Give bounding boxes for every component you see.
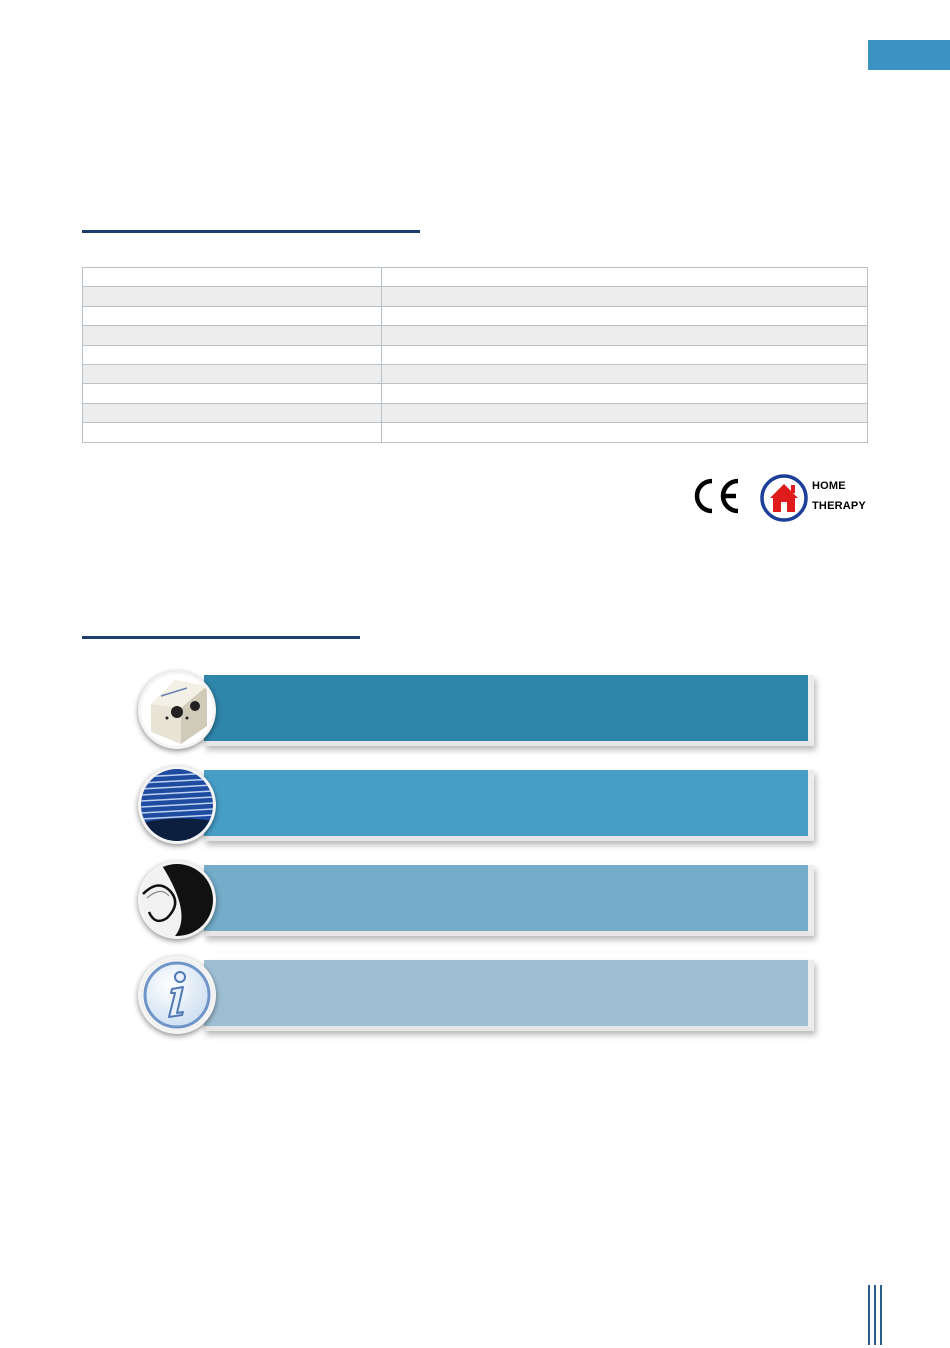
table-cell (382, 403, 868, 422)
ce-mark-icon (690, 476, 744, 516)
certification-logos (690, 472, 870, 528)
table-cell (382, 326, 868, 345)
table-cell (83, 403, 382, 422)
table-cell (382, 268, 868, 287)
control-unit-image (138, 671, 216, 749)
table-cell (83, 268, 382, 287)
table-cell (83, 423, 382, 442)
section-rule-specs (82, 230, 420, 233)
table-cell (382, 306, 868, 325)
table-row (83, 423, 868, 442)
table-row (83, 287, 868, 306)
feature-bar (204, 865, 814, 936)
home-therapy-label-2: THERAPY (812, 500, 866, 512)
feature-bar (204, 960, 814, 1031)
table-row (83, 268, 868, 287)
info-icon (138, 956, 216, 1034)
table-cell (382, 423, 868, 442)
table-cell (382, 384, 868, 403)
home-therapy-label-1: HOME (812, 480, 846, 492)
blue-mat-image (138, 766, 216, 844)
table-cell (83, 345, 382, 364)
table-row (83, 345, 868, 364)
feature-bar (204, 770, 814, 841)
table-cell (382, 287, 868, 306)
table-cell (83, 384, 382, 403)
feature-item-control-unit (138, 671, 814, 751)
table-cell (83, 287, 382, 306)
feature-item-cable (138, 861, 814, 941)
table-cell (382, 345, 868, 364)
section-rule-contents (82, 636, 360, 639)
home-therapy-icon (758, 472, 810, 524)
table-cell (83, 326, 382, 345)
table-row (83, 364, 868, 383)
table-cell (83, 364, 382, 383)
feature-item-info (138, 956, 814, 1036)
table-cell (382, 364, 868, 383)
spec-table (82, 267, 868, 443)
table-row (83, 326, 868, 345)
table-row (83, 403, 868, 422)
feature-item-mat (138, 766, 814, 846)
table-cell (83, 306, 382, 325)
corner-tab (868, 40, 950, 70)
cable-image (138, 861, 216, 939)
table-row (83, 384, 868, 403)
table-row (83, 306, 868, 325)
feature-bar (204, 675, 814, 746)
page-marker (868, 1285, 886, 1345)
